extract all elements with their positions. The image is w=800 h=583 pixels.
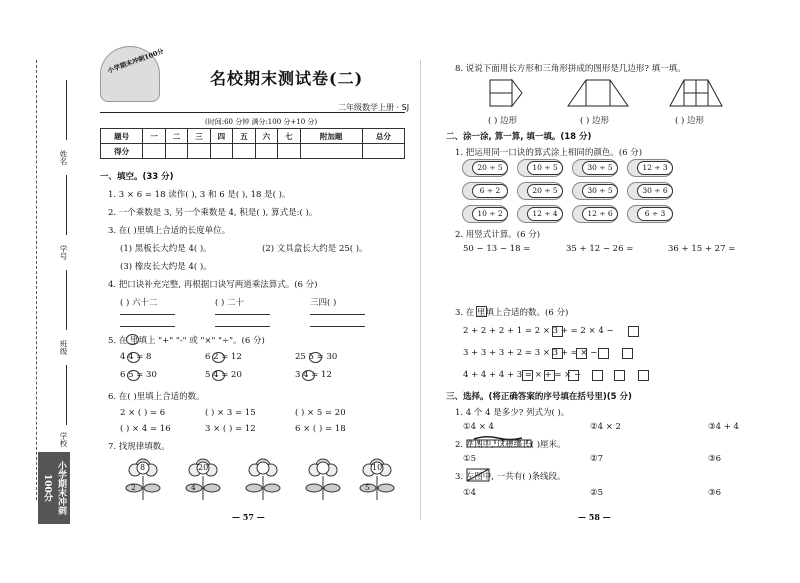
vertical-calc-c: 36 + 15 + 27 = [668,244,736,254]
ruler-rope-icon [466,434,532,448]
question-3a: (1) 黑板长大约是 4( )。 [120,244,212,254]
score-header-cell: 二 [165,129,187,144]
section-1-title: 一、填空。(33 分) [100,172,174,182]
score-input-cell[interactable] [143,144,165,159]
q6-item: 3 × ( ) = 12 [205,424,256,434]
question-3c: (3) 橡皮长大约是 4( )。 [120,262,212,272]
fill-box[interactable] [638,370,649,381]
score-header-cell: 七 [278,129,300,144]
s3-row-3: 4 + 4 + 4 + 3 = × + = × − [463,370,582,380]
binding-line [66,365,67,425]
color-tag[interactable]: 30 ÷ 6 [637,184,673,198]
q8-answer-c: ( ) 边形 [675,116,705,126]
fill-box[interactable] [614,370,625,381]
binding-label-id: 学号 [59,245,68,260]
fill-box[interactable] [592,370,603,381]
page-number-right: — 58 — [578,512,611,522]
question-6: 6. 在( )里填上合适的数。 [108,392,205,402]
q6-item: ( ) × 4 = 16 [120,424,171,434]
q6-item: 6 × ( ) = 18 [295,424,346,434]
flower-center-number: 20 [198,463,209,472]
subquestion-1: 1. 把运用同一口诀的算式涂上相同的颜色。(6 分) [455,148,643,158]
choice-2-option[interactable]: ①5 [463,454,477,464]
time-info: (时间:60 分钟 满分:100 分+10 分) [205,118,318,126]
choice-1: 1. 4 个 4 是多少? 列式为( )。 [455,408,570,418]
choice-1-option[interactable]: ②4 × 2 [590,422,621,432]
operator-circle[interactable] [212,352,225,363]
question-8: 8. 说说下面用长方形和三角形拼成的图形是几边形? 填一填。 [455,64,686,74]
question-4: 4. 把口诀补充完整, 再根据口诀写两道乘法算式。(6 分) [108,280,318,290]
s3-row-1: 2 + 2 + 2 + 1 = 2 × 3 + = 2 × 4 − [463,326,614,336]
center-fold [420,60,421,520]
operator-circle[interactable] [126,334,139,345]
choice-3-option[interactable]: ①4 [463,488,477,498]
shape-trapezoid [566,78,630,108]
q5-item: 4 4 = 8 [120,352,152,362]
binding-label-school: 学校 [59,432,68,447]
color-tag[interactable]: 20 ÷ 5 [472,161,508,175]
question-4a: ( ) 六十二 [120,298,158,308]
question-2: 2. 一个乘数是 3, 另一个乘数是 4, 积是( ), 算式是:( )。 [108,208,318,218]
flower-leaf-number: 2 [131,483,136,492]
binding-label-name: 姓名 [59,150,68,165]
subquestion-2: 2. 用竖式计算。(6 分) [455,230,541,240]
q6-item: ( ) × 5 = 20 [295,408,346,418]
fill-box[interactable] [544,370,555,381]
answer-line[interactable] [120,314,175,315]
section-2-title: 二、涂一涂, 算一算, 填一填。(18 分) [446,132,592,142]
fill-box[interactable] [568,370,579,381]
score-input-cell[interactable] [210,144,232,159]
header-divider [100,112,405,113]
answer-line[interactable] [310,314,365,315]
choice-2-option[interactable]: ②7 [590,454,604,464]
color-tag[interactable]: 12 ÷ 3 [637,161,673,175]
color-tag[interactable]: 30 ÷ 5 [582,161,618,175]
answer-line[interactable] [120,326,175,327]
score-header-cell: 四 [210,129,232,144]
question-3b: (2) 文具盒长大约是 25( )。 [262,244,368,254]
flower-icon [182,454,224,504]
color-tag[interactable]: 10 ÷ 5 [527,161,563,175]
score-table [100,128,405,159]
answer-line[interactable] [310,326,365,327]
flower-leaf-number: 5 [365,483,370,492]
vertical-calc-b: 35 + 12 − 26 = [566,244,634,254]
operator-circle[interactable] [127,352,140,363]
s3-row-2: 3 + 3 + 3 + 2 = 3 × 3 + = × − [463,348,598,358]
q8-answer-a: ( ) 边形 [488,116,518,126]
score-label-cell: 得分 [101,144,143,159]
page-number-left: — 57 — [232,512,265,522]
flower-leaf-number: 4 [191,483,196,492]
question-4c: 三四( ) [310,298,337,308]
score-header-cell: 总分 [362,129,404,144]
score-header-cell: 六 [255,129,277,144]
question-5: 5. 在 里填上 "+" "-" 或 "×" "÷"。(6 分) [108,336,265,346]
shape-composite [668,78,724,108]
section-3-title: 三、选择。(将正确答案的序号填在括号里)(5 分) [446,392,632,402]
flower-icon [302,454,344,504]
flower-icon [242,454,284,504]
score-input-cell[interactable] [188,144,210,159]
color-tag[interactable]: 10 ÷ 2 [472,207,508,221]
score-header-cell: 附加题 [300,129,362,144]
page-title: 名校期末测试卷(二) [210,69,364,88]
flower-icon [122,454,164,504]
question-4b: ( ) 二十 [215,298,245,308]
color-tag[interactable]: 12 ÷ 6 [582,207,618,221]
side-banner: 小学期末冲刺100分 [38,452,70,524]
fill-box[interactable] [552,348,563,359]
vertical-calc-a: 50 − 13 − 18 = [463,244,531,254]
score-input-cell[interactable] [255,144,277,159]
fill-box[interactable] [622,348,633,359]
flower-center-number: 10 [372,463,383,472]
choice-3: 3. 左图中, 一共有( )条线段。 [455,472,566,482]
score-input-cell[interactable] [233,144,255,159]
flower-icon [356,454,398,504]
binding-line [66,175,67,235]
choice-2: 2. 左图中, 这根绳长( )厘米。 [455,440,566,450]
score-input-cell[interactable] [278,144,300,159]
binding-dashed-line [36,60,37,500]
choice-2-option[interactable]: ③6 [708,454,722,464]
q5-item: 5 4 = 20 [205,370,242,380]
binding-line [66,80,67,140]
answer-line[interactable] [215,326,270,327]
score-header-cell: 三 [188,129,210,144]
color-tag[interactable]: 6 ÷ 2 [472,184,508,198]
fill-box[interactable] [576,348,587,359]
binding-label-class: 班级 [59,340,68,355]
choice-3-option[interactable]: ②5 [590,488,604,498]
score-header-cell: 五 [233,129,255,144]
line-segment-icon [466,468,490,482]
binding-line [66,270,67,330]
fill-box[interactable] [476,306,487,317]
choice-3-option[interactable]: ③6 [708,488,722,498]
color-tag[interactable]: 30 ÷ 5 [582,184,618,198]
logo-text: 小学期末冲刺100分 [106,47,165,75]
answer-line[interactable] [215,314,270,315]
choice-1-option[interactable]: ①4 × 4 [463,422,494,432]
score-header-cell: 一 [143,129,165,144]
fill-box[interactable] [522,370,533,381]
q5-item: 6 2 = 12 [205,352,242,362]
color-tag[interactable]: 12 ÷ 4 [527,207,563,221]
q6-item: 2 × ( ) = 6 [120,408,166,418]
question-1: 1. 3 × 6 = 18 读作( ), 3 和 6 是( ), 18 是( )。 [108,190,291,200]
q5-item: 6 5 = 30 [120,370,157,380]
shape-rectangle-triangle [488,78,524,108]
flower-center-number: 8 [140,463,146,472]
score-input-cell[interactable] [300,144,362,159]
question-3: 3. 在( )里填上合适的长度单位。 [108,226,231,236]
operator-circle[interactable] [127,370,140,381]
q6-item: ( ) × 3 = 15 [205,408,256,418]
operator-circle[interactable] [309,352,322,363]
q8-answer-b: ( ) 边形 [580,116,610,126]
q5-item: 3 4 = 12 [295,370,332,380]
choice-1-option[interactable]: ③4 + 4 [708,422,739,432]
score-input-cell[interactable] [362,144,404,159]
fill-box[interactable] [628,326,639,337]
score-header-cell: 题号 [101,129,143,144]
operator-circle[interactable] [212,370,225,381]
subtitle: 二年级数学上册 · SJ [338,103,410,112]
score-input-cell[interactable] [165,144,187,159]
subquestion-3: 3. 在 里填上合适的数。(6 分) [455,308,569,318]
question-7: 7. 找规律填数。 [108,442,170,452]
fill-box[interactable] [598,348,609,359]
color-tag[interactable]: 20 ÷ 5 [527,184,563,198]
fill-box[interactable] [552,326,563,337]
q5-item: 25 5 = 30 [295,352,338,362]
operator-circle[interactable] [302,370,315,381]
color-tag[interactable]: 6 ÷ 3 [637,207,673,221]
